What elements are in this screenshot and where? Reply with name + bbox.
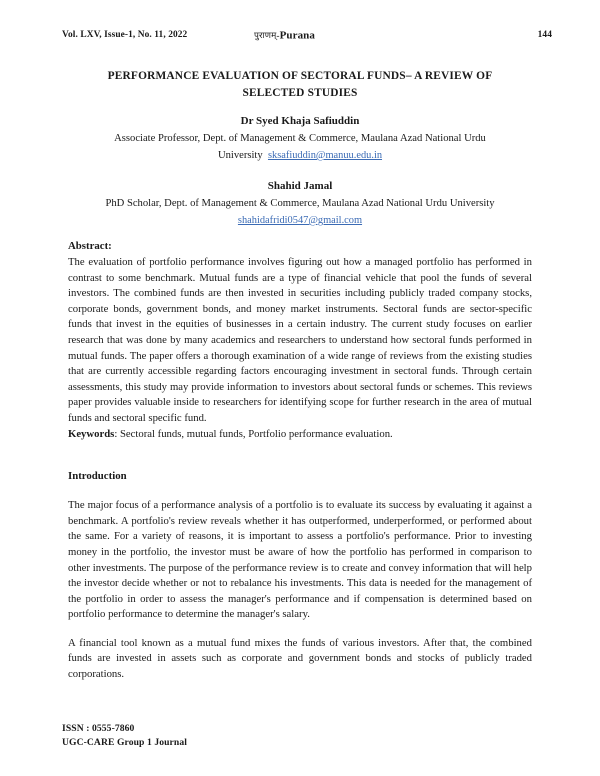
page-title-line-2: SELECTED STUDIES bbox=[242, 87, 358, 99]
journal-title bbox=[254, 29, 315, 42]
author-email-link[interactable]: shahidafridi0547@gmail.com bbox=[237, 215, 363, 226]
abstract-heading: Abstract: bbox=[68, 240, 112, 252]
journal-title-devanagari: पुराणम् bbox=[254, 31, 277, 41]
page-title bbox=[70, 68, 530, 102]
author-block-secondary bbox=[62, 178, 538, 229]
author-affiliation-suffix: University bbox=[217, 150, 263, 161]
author-affiliation-line-2 bbox=[62, 212, 538, 229]
author-affiliation-line-1: Associate Professor, Dept. of Management & Commerce, Maulana Azad National Urdu bbox=[114, 133, 486, 144]
author-affiliation-line-2 bbox=[62, 147, 538, 164]
volume-info: Vol. LXV, Issue-1, No. 11, 2022 bbox=[62, 30, 188, 40]
keywords-text: Sectoral funds, mutual funds, Portfolio performance evaluation. bbox=[119, 427, 393, 440]
indexing-text: UGC-CARE Group 1 Journal bbox=[62, 737, 187, 748]
abstract-text: The evaluation of portfolio performance involves figuring out how a managed portfolio has performed in contrast to some benchmark. Mutual funds are a type of financial vehicle that pool the funds of several investors. The combined funds are then invested in securities including publicly traded company stocks, corporate bonds, government bonds, and money market instruments. Sectoral funds are sector-specific funds that invest in the equities of businesses in a certain industry. The current study focuses on earlier research that was done by many academics and researchers to understand how sectoral funds performed in mutual funds. The paper offers a thorough examination of a wide range of reviews from the existing studies that are currently accessible regarding factors encouraging investment in sectoral funds. Through certain assessments, this study may provide information to investors about sectoral funds or schemes. This reviews paper provides valuable inside to researchers for identifying scope for further research in the area of mutual funds and sectoral specific fund. bbox=[68, 256, 532, 424]
journal-title-latin: Purana bbox=[279, 29, 315, 42]
page-title-line-1: PERFORMANCE EVALUATION OF SECTORAL FUNDS– A REVIEW OF bbox=[107, 70, 493, 82]
journal-title-separator: - bbox=[276, 31, 280, 42]
introduction-heading: Introduction bbox=[68, 470, 127, 483]
keywords-line bbox=[68, 427, 532, 443]
page-number: 144 bbox=[537, 30, 552, 40]
issn-text: ISSN : 0555-7860 bbox=[62, 723, 135, 734]
page-footer bbox=[62, 722, 187, 750]
author-block-primary bbox=[62, 113, 538, 164]
author-name: Dr Syed Khaja Safiuddin bbox=[240, 115, 360, 127]
keywords-separator: : bbox=[114, 427, 120, 440]
running-head bbox=[62, 30, 552, 46]
introduction-paragraph-2: A financial tool known as a mutual fund mixes the funds of various investors. After that, the combined funds are invested in assets such as corporate and government bonds and stocks of publicly traded corporations. bbox=[68, 636, 532, 681]
author-name: Shahid Jamal bbox=[267, 180, 333, 192]
article-body bbox=[68, 238, 532, 683]
keywords-label: Keywords bbox=[68, 427, 115, 440]
author-affiliation-line-1: PhD Scholar, Dept. of Management & Commerce, Maulana Azad National Urdu University bbox=[105, 198, 495, 209]
author-email-link[interactable]: sksafiuddin@manuu.edu.in bbox=[267, 150, 383, 161]
introduction-paragraph-1: The major focus of a performance analysis of a portfolio is to evaluate its success by evaluating it against a benchmark. A portfolio's review reveals whether it has outperformed, underperformed, or performed about the same. For a variety of reasons, it is important to assess a portfolio's performance. Prior to investing money in the portfolio, the investor must be aware of how the portfolio has performed in comparison to other investments. The purpose of the performance review is to create and convey information that will help the investor decide whether or not to rebalance his investments. This data is needed for the management of the portfolio in order to assess the manager's performance and if compensation is determined based on portfolio performance to determine the manager's salary. bbox=[68, 499, 532, 621]
